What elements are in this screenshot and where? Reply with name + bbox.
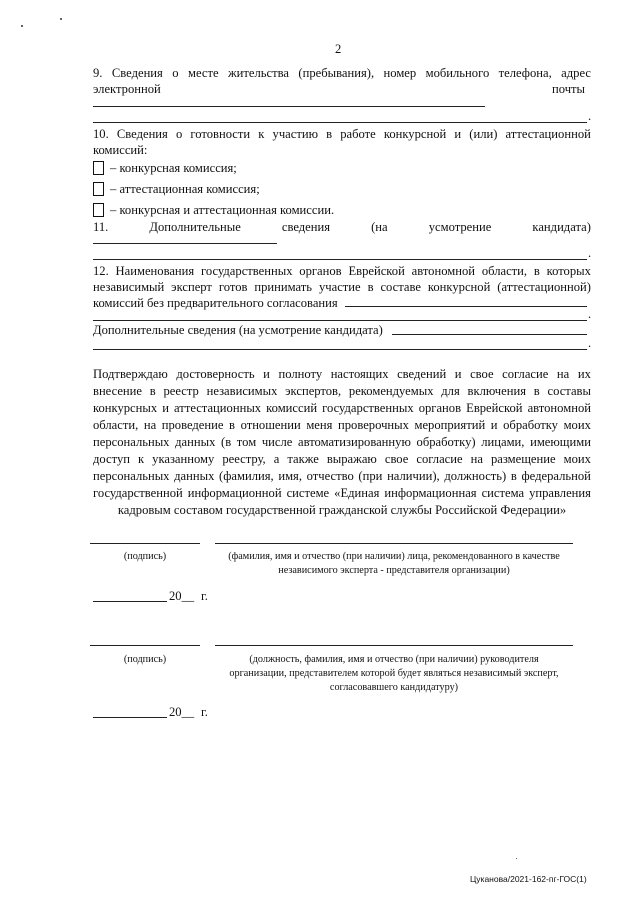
word: аттестационных <box>174 401 262 415</box>
scan-speck <box>60 18 62 20</box>
word: а <box>273 452 280 466</box>
word: независимый <box>93 280 165 294</box>
option-attestation[interactable] <box>93 181 260 198</box>
word: конкурсной <box>383 127 447 141</box>
word: эксперт <box>171 280 212 294</box>
word: мероприятий <box>414 418 486 432</box>
item9-label-mail: почты <box>552 82 586 96</box>
signature1-name-caption <box>215 550 573 578</box>
additional-info-label: Дополнительные сведения (на усмотрение кандидата) <box>93 323 383 337</box>
signature2-date-suffix: г. <box>201 705 208 719</box>
word: автономной <box>527 401 591 415</box>
word: о <box>172 66 179 80</box>
word: участие <box>318 280 361 294</box>
word: усмотрение <box>428 220 492 234</box>
word: размещение <box>490 452 556 466</box>
page-number: 2 <box>335 42 342 56</box>
word: (в <box>221 435 232 449</box>
word: числе <box>261 435 293 449</box>
word: указанному <box>152 452 215 466</box>
signature2-sign-caption: (подпись) <box>123 654 167 665</box>
word: государственной <box>93 486 183 500</box>
signature1-date-field[interactable] <box>93 601 167 602</box>
word: в <box>533 384 540 398</box>
word: которых <box>546 264 591 278</box>
word: отчество <box>306 469 354 483</box>
word: кандидата) <box>532 220 591 234</box>
scan-speck <box>21 25 23 27</box>
word: должность) <box>444 469 507 483</box>
word: согласие <box>502 367 549 381</box>
consent-last-line: кадровым составом государственной гражданской службы Российской Федерации» <box>117 503 567 517</box>
word: проверочных <box>338 418 409 432</box>
consent-line <box>93 417 591 434</box>
item12-field-1[interactable] <box>345 306 587 307</box>
word: жительства <box>227 66 289 80</box>
word: моих <box>563 452 591 466</box>
signature1-name-caption-line: независимого эксперта - представителя организации) <box>278 565 510 576</box>
option-both[interactable] <box>93 202 334 219</box>
word: (аттестационной) <box>497 280 591 294</box>
signature1-sign-field[interactable] <box>90 543 200 544</box>
word: также <box>287 452 319 466</box>
word: реестр <box>163 384 199 398</box>
word: независимых <box>206 384 278 398</box>
word: персональных <box>93 435 170 449</box>
word: автономной <box>411 264 476 278</box>
word: системе <box>286 486 330 500</box>
item11-line <box>93 219 591 236</box>
consent-paragraph <box>93 366 591 519</box>
item9-label-electronic: электронной <box>93 82 161 96</box>
word: в <box>229 418 235 432</box>
word: Дополнительные <box>149 220 241 234</box>
word: информационной <box>187 486 282 500</box>
scan-speck <box>516 858 517 859</box>
item10-line1 <box>93 126 591 143</box>
word: конкурсной <box>427 280 491 294</box>
word: меня <box>306 418 333 432</box>
residence-field[interactable] <box>93 122 587 123</box>
word: к <box>258 127 265 141</box>
signature2-sign-field[interactable] <box>90 645 200 646</box>
word: свое <box>384 452 409 466</box>
word: конкурсных <box>93 401 158 415</box>
word: проведение <box>161 418 224 432</box>
additional-field-2[interactable] <box>93 349 587 350</box>
word: их <box>577 367 591 381</box>
word: система <box>481 486 525 500</box>
consent-line <box>93 400 591 417</box>
email-field[interactable] <box>93 106 485 107</box>
word: в <box>326 127 333 141</box>
word: в <box>367 280 374 294</box>
word: достоверность <box>176 367 255 381</box>
word: комиссий <box>266 401 318 415</box>
word: органов <box>299 264 342 278</box>
word: участию <box>272 127 318 141</box>
item12-line3: комиссий без предварительного согласования <box>93 296 338 310</box>
word: к <box>138 452 145 466</box>
word: Еврейской <box>348 264 405 278</box>
word: включения <box>467 384 527 398</box>
word: в <box>510 469 517 483</box>
item12-end-dot: . <box>588 307 592 321</box>
item11-field-2[interactable] <box>93 259 587 260</box>
word: и <box>454 127 462 141</box>
signature1-sign-caption: (подпись) <box>123 551 167 562</box>
word: (фамилия, <box>219 469 274 483</box>
signature1-name-caption-line: (фамилия, имя и отчество (при наличии) лица, рекомендованного в качестве <box>228 551 560 562</box>
document-code: Цуканова/2021-162-пг-ГОС(1) <box>470 874 587 884</box>
consent-line <box>93 366 591 383</box>
word: аттестационной <box>505 127 591 141</box>
word: экспертов, <box>285 384 342 398</box>
option-both-label: – конкурсная и аттестационная комиссии. <box>110 203 335 217</box>
word: информационная <box>384 486 477 500</box>
word: выражаю <box>326 452 377 466</box>
word: месте <box>187 66 219 80</box>
word: внесение <box>93 384 142 398</box>
word: 9. <box>93 66 103 80</box>
word: для <box>441 384 460 398</box>
consent-line <box>93 451 591 468</box>
word: работе <box>340 127 376 141</box>
word: 12. <box>93 264 109 278</box>
word: «Единая <box>334 486 380 500</box>
word: свое <box>470 367 494 381</box>
word: органов <box>418 401 462 415</box>
consent-line <box>93 434 591 451</box>
signature1-date-suffix: г. <box>201 589 208 603</box>
word: и <box>454 367 462 381</box>
item12-line1 <box>93 263 591 280</box>
item10-label-commissions: комиссий: <box>93 143 148 157</box>
word: в <box>149 384 156 398</box>
word: на <box>556 367 570 381</box>
item9-end-dot: . <box>588 109 592 123</box>
word: Еврейской <box>466 401 523 415</box>
word: (при <box>358 469 383 483</box>
word: наличии), <box>387 469 440 483</box>
word: настоящих <box>330 367 389 381</box>
checkbox-competition[interactable] <box>93 161 104 175</box>
word: государственных <box>201 264 293 278</box>
word: реестру, <box>222 452 266 466</box>
word: федеральной <box>521 469 591 483</box>
item12-field-2[interactable] <box>93 320 587 321</box>
word: принимать <box>254 280 313 294</box>
word: персональных <box>93 469 170 483</box>
word: составе <box>380 280 421 294</box>
word: номер <box>383 66 417 80</box>
word: государственных <box>322 401 414 415</box>
signature2-name-caption-line: организации, представителем которой будет являться независимый эксперт, <box>229 668 559 679</box>
word: моих <box>563 418 591 432</box>
word: сведений <box>397 367 447 381</box>
word: и <box>490 418 498 432</box>
word: адрес <box>561 66 591 80</box>
word: том <box>236 435 257 449</box>
option-competition[interactable] <box>93 160 237 177</box>
word: готовности <box>190 127 251 141</box>
signature2-date-year: 20__ <box>169 705 195 719</box>
word: в <box>533 264 540 278</box>
word: имеющими <box>530 435 591 449</box>
word: о <box>175 127 183 141</box>
word: обработку <box>503 418 558 432</box>
word: составы <box>547 384 591 398</box>
word: готов <box>218 280 248 294</box>
additional-field-1[interactable] <box>392 334 587 335</box>
word: обработку) <box>416 435 476 449</box>
word: на <box>143 418 157 432</box>
word: имя, <box>278 469 302 483</box>
option-competition-label: – конкурсная комиссия; <box>110 161 237 175</box>
item9-line1 <box>93 65 591 82</box>
word: и <box>263 367 270 381</box>
word: данных <box>175 435 216 449</box>
option-attestation-label: – аттестационная комиссия; <box>110 182 260 196</box>
word: области, <box>93 418 139 432</box>
word: данных <box>174 469 215 483</box>
signature2-name-caption-line: (должность, фамилия, имя и отчество (при наличии) руководителя <box>249 654 539 665</box>
checkbox-both[interactable] <box>93 203 104 217</box>
word: на <box>470 452 483 466</box>
word: 10. <box>93 127 109 141</box>
word: сведения <box>281 220 331 234</box>
word: (пребывания), <box>298 66 375 80</box>
signature2-name-field[interactable] <box>215 645 573 646</box>
consent-line <box>93 485 591 502</box>
word: (на <box>371 220 388 234</box>
word: области, <box>481 264 528 278</box>
checkbox-attestation[interactable] <box>93 182 104 196</box>
signature2-name-caption-line: согласовавшего кандидатуру) <box>329 682 459 693</box>
consent-line <box>93 468 591 485</box>
item11-field-1[interactable] <box>93 243 277 244</box>
word: управления <box>529 486 591 500</box>
signature2-date-field[interactable] <box>93 717 167 718</box>
word: отношении <box>240 418 301 432</box>
word: телефона, <box>498 66 552 80</box>
signature1-date-year: 20__ <box>169 589 195 603</box>
word: и <box>162 401 169 415</box>
signature1-name-field[interactable] <box>215 543 573 544</box>
word: Сведения <box>116 127 168 141</box>
additional-end-dot: . <box>588 336 592 350</box>
signature2-name-caption <box>215 653 573 695</box>
word: автоматизированную <box>298 435 411 449</box>
word: Сведения <box>111 66 163 80</box>
item11-end-dot: . <box>588 246 592 260</box>
word: лицами, <box>481 435 525 449</box>
word: мобильного <box>425 66 490 80</box>
word: полноту <box>278 367 323 381</box>
word: доступ <box>93 452 130 466</box>
word: (или) <box>469 127 498 141</box>
word: Наименования <box>115 264 195 278</box>
word: рекомендуемых <box>348 384 434 398</box>
word: Подтверждаю <box>93 367 168 381</box>
word: согласие <box>416 452 463 466</box>
item12-line2 <box>93 279 591 296</box>
consent-line <box>93 383 591 400</box>
word: 11. <box>93 220 109 234</box>
